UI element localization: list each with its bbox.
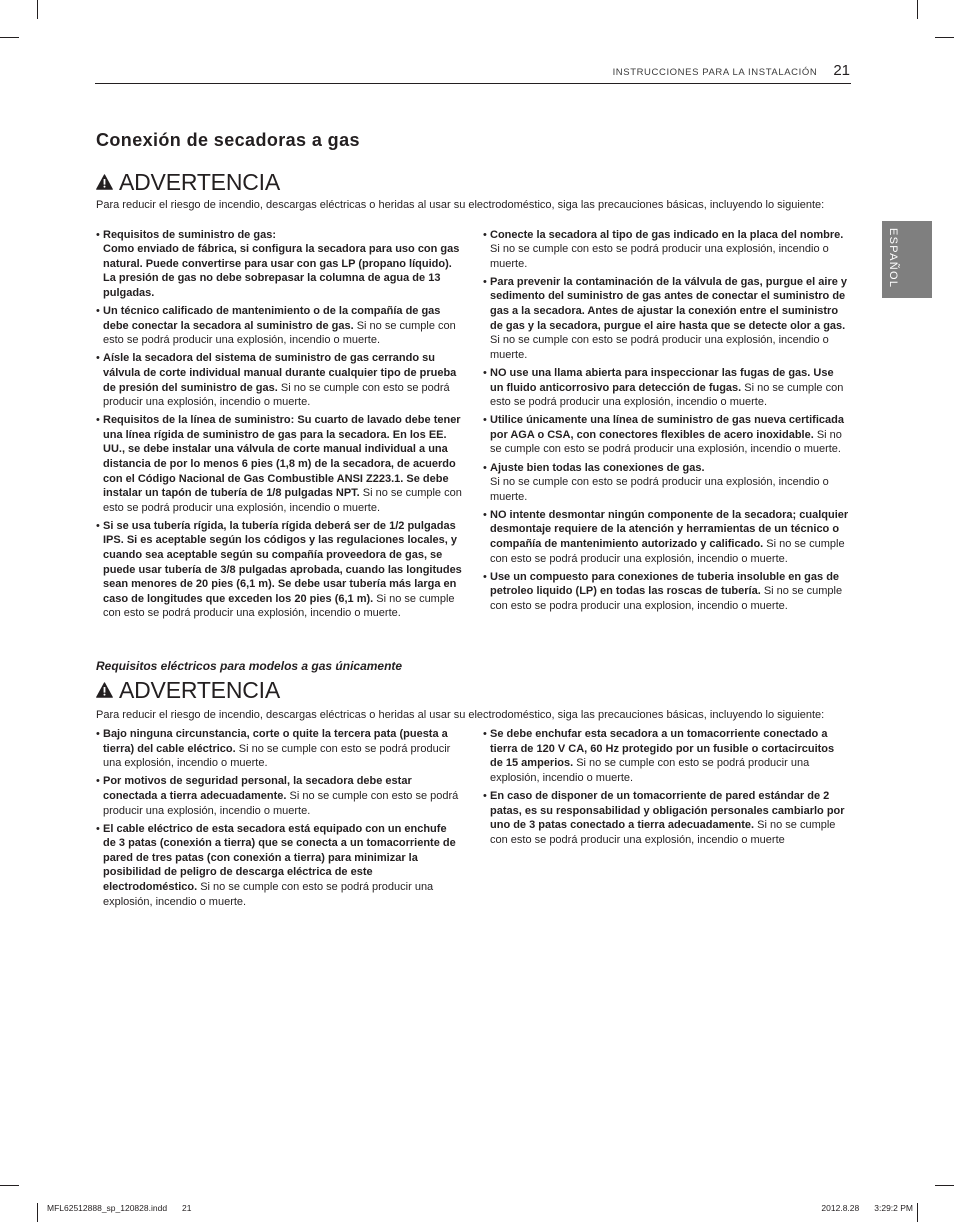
footer-time: 3:29:2 PM [874, 1203, 913, 1213]
bullet-bold-text: Utilice únicamente una línea de suministro de gas nueva certificada por AGA o CSA, con conectores flexibles de acero inoxidable. [490, 414, 844, 441]
footer-file-info [47, 1203, 192, 1213]
bullet-item [96, 413, 462, 515]
electric-requirements-columns [96, 727, 850, 913]
bullet-consequence-text: Si no se cumple con esto se podrá producir una explosión, incendio o muerte. [103, 319, 456, 347]
bullet-item [483, 461, 850, 505]
footer-timestamp [821, 1203, 913, 1213]
bullet-bold-text: Aísle la secadora del sistema de suministro de gas cerrando su válvula de corte individual manual durante cualquier tipo de prueba de presión del suministro de gas. [103, 352, 457, 394]
bullet-item [96, 304, 462, 348]
electric-requirements-right-list [483, 727, 850, 913]
bullet-bold-text: Use un compuesto para conexiones de tuberia insoluble en gas de petroleo liquido (LP) en todas las roscas de tubería. [490, 570, 840, 598]
bullet-bold-text: Bajo ninguna circunstancia, corte o quite la tercera pata (puesta a tierra) del cable eléctrico. [103, 728, 448, 755]
footer-date: 2012.8.28 [821, 1203, 860, 1213]
bullet-consequence-text: Si no se cumple con esto se podrá producir una explosión, incendio o muerte. [103, 381, 450, 409]
bullet-consequence-text: Si no se cumple con esto se podrá producir una explosión, incendio o muerte [490, 819, 836, 846]
bullet-bold-text: El cable eléctrico de esta secadora está equipado con un enchufe de 3 patas (conexión a tierra) que se conecta a un tomacorriente de pared de tres patas (con conexión a tierra) para minimizar la posibilidad de peligro de descarga eléctrica de este electrodoméstico. [103, 822, 456, 894]
bullet-bold-text: Por motivos de seguridad personal, la secadora debe estar conectada a tierra adecuadamente. [103, 775, 412, 802]
bullet-consequence-text: Si no se cumple con esto se podrá producir una explosión, incendio o muerte. [103, 592, 455, 620]
bullet-item [96, 822, 462, 910]
bullet-item [96, 774, 462, 818]
bullet-item [483, 789, 850, 847]
bullet-bold-text: NO intente desmontar ningún componente de la secadora; cualquier desmontaje requiere de la atención y herramientas de un técnico o compañía de mantenimiento autorizado y calificado. [490, 508, 849, 550]
bullet-item [96, 519, 462, 621]
bullet-item [483, 366, 850, 410]
section-subtitle: Requisitos eléctricos para modelos a gas únicamente [96, 658, 403, 673]
bullet-heading: • Ajuste bien todas las conexiones de gas. [490, 461, 705, 474]
crop-mark-bottom-right-horizontal [935, 1185, 954, 1186]
warning-heading [96, 168, 850, 196]
bullet-consequence-text: Si no se cumple con esto se podrá producir una explosión, incendio o muerte. [490, 476, 829, 503]
bullet-consequence-text: Si no se cumple con esto se podrá producir una explosión, incendio o muerte. [490, 334, 829, 361]
warning-intro: Para reducir el riesgo de incendio, descargas eléctricas o heridas al usar su electrodoméstico, siga las precauciones básicas, incluyendo lo siguiente: [96, 199, 825, 211]
bullet-item [483, 275, 850, 363]
bullet-bold-text: Si se usa tubería rígida, la tubería rígida deberá ser de 1/2 pulgadas IPS. Si es aceptable según los códigos y las regulaciones locales, y cuando sea aceptable según su compañía proveedora de gas, se puede usar tubería de 3/8 pulgadas aprobada, cuando las longitudes sean menores de 20 pies (6,1 m). Se debe usar tubería más larga en caso de longitudes que exceden los 20 pies (6,1 m). [103, 519, 462, 605]
bullet-item [483, 570, 850, 614]
crop-mark-bottom-left-vertical [37, 1203, 38, 1222]
crop-mark-top-right-horizontal [935, 37, 954, 38]
bullet-consequence-text: Si no se cumple con esto se podrá producir una explosión, incendio o muerte. [103, 742, 451, 770]
crop-mark-top-right-vertical [917, 0, 918, 19]
bullet-item [96, 228, 462, 301]
crop-mark-bottom-left-horizontal [0, 1185, 19, 1186]
bullet-consequence-text: Si no se cumple con esto se podrá producir una explosión, incendio o muerte. [103, 881, 434, 908]
bullet-item [483, 727, 850, 785]
header-section-title: INSTRUCCIONES PARA LA INSTALACIÓN [612, 67, 818, 78]
bullet-heading: • Requisitos de suministro de gas: [103, 228, 276, 241]
bullet-bold-text: Se debe enchufar esta secadora a un tomacorriente conectado a tierra de 120 V CA, 60 Hz protegido por un fusible o cortacircuitos de 15 amperios. [490, 728, 835, 770]
gas-requirements-right-list [483, 228, 850, 625]
bullet-consequence-text: Si no se cumple con esto se podrá producir una explosión, incendio o muerte. [490, 381, 844, 409]
bullet-item [483, 508, 850, 566]
bullet-consequence-text: Si no se cumple con esto se podrá producir una explosión, incendio o muerte. [103, 487, 462, 514]
gas-requirements-columns [96, 228, 850, 625]
language-tab [882, 221, 932, 298]
electric-warning-section [96, 658, 850, 913]
bullet-bold-text: Como enviado de fábrica, si configura la secadora para uso con gas natural. Puede convertirse para usar con gas LP (propano líquido). La presión de gas no debe sobrepasar la columna de agua de 13 pulgadas. [103, 243, 460, 299]
crop-mark-bottom-right-vertical [917, 1203, 918, 1222]
page-number: 21 [833, 62, 850, 79]
bullet-bold-text: En caso de disponer de un tomacorriente de pared estándar de 2 patas, es su responsabilidad y obligación personales cambiarlo por uno de 3 patas conectado a tierra adecuadamente. [490, 790, 845, 832]
page-content [96, 129, 850, 913]
bullet-bold-text: Para prevenir la contaminación de la válvula de gas, purgue el aire y sedimento del suministro de gas antes de conectar el suministro de gas a la secadora. Antes de ajustar la conexión entre el suministro de gas y la secadora, purgue el aire hasta que se detecte olor a gas. [490, 275, 848, 332]
footer-file-name: MFL62512888_sp_120828.indd [47, 1203, 168, 1213]
warning-triangle-icon [96, 682, 113, 698]
bullet-item [483, 228, 850, 272]
bullet-consequence-text: Si no se cumple con esto se podrá producir una explosión, incendio o muerte. [103, 790, 459, 817]
gas-requirements-left-list [96, 228, 462, 625]
bullet-item [96, 727, 462, 771]
bullet-item [483, 413, 850, 457]
page-header [613, 62, 850, 82]
bullet-bold-text: NO use una llama abierta para inspeccionar las fugas de gas. Use un fluido anticorrosivo para detección de fugas. [490, 366, 834, 394]
electric-requirements-left-list [96, 727, 462, 913]
bullet-bold-text: Un técnico calificado de mantenimiento o de la compañía de gas debe conectar la secadora al suministro de gas. [103, 305, 441, 332]
bullet-item [96, 351, 462, 409]
bullet-consequence-text: Si no se cumple con esto se podrá producir una explosión, incendio o muerte. [490, 757, 810, 784]
language-tab-label: ESPAÑOL [887, 228, 899, 289]
page-title: Conexión de secadoras a gas [96, 130, 360, 150]
warning-intro: Para reducir el riesgo de incendio, descargas eléctricas o heridas al usar su electrodoméstico, siga las precauciones básicas, incluyendo lo siguiente: [96, 708, 825, 721]
crop-mark-top-left-horizontal [0, 37, 19, 38]
bullet-consequence-text: Si no se cumple con esto se podra producir una explosion, incendio o muerte. [490, 585, 843, 612]
crop-mark-top-left-vertical [37, 0, 38, 19]
bullet-consequence-text: Si no se cumple con esto se podrá producir una explosión, incendio o muerte. [490, 243, 829, 270]
bullet-bold-text: Requisitos de la línea de suministro: Su cuarto de lavado debe tener una línea rígida de suministro de gas para la secadora. En los EE. UU., se debe instalar una válvula de corte manual individual a una distancia de por lo menos 6 pies (1,8 m) de la secadora, de acuerdo con el Código Nacional de Gas Combustible ANSI Z223.1. Se debe instalar un tapón de tubería de 1/8 pulgadas NPT. [103, 414, 461, 500]
header-rule [95, 83, 851, 84]
footer-page: 21 [182, 1203, 192, 1213]
warning-triangle-icon [96, 174, 113, 190]
gas-warning-section [96, 168, 850, 625]
bullet-consequence-text: Si no se cumple con esto se podrá producir una explosión, incendio o muerte. [490, 428, 842, 456]
bullet-bold-text: Conecte la secadora al tipo de gas indicado en la placa del nombre. [490, 228, 844, 241]
warning-title: ADVERTENCIA [119, 676, 280, 703]
bullet-consequence-text: Si no se cumple con esto se podrá producir una explosión, incendio o muerte. [490, 537, 845, 565]
warning-heading [96, 676, 850, 704]
warning-title: ADVERTENCIA [119, 169, 280, 195]
